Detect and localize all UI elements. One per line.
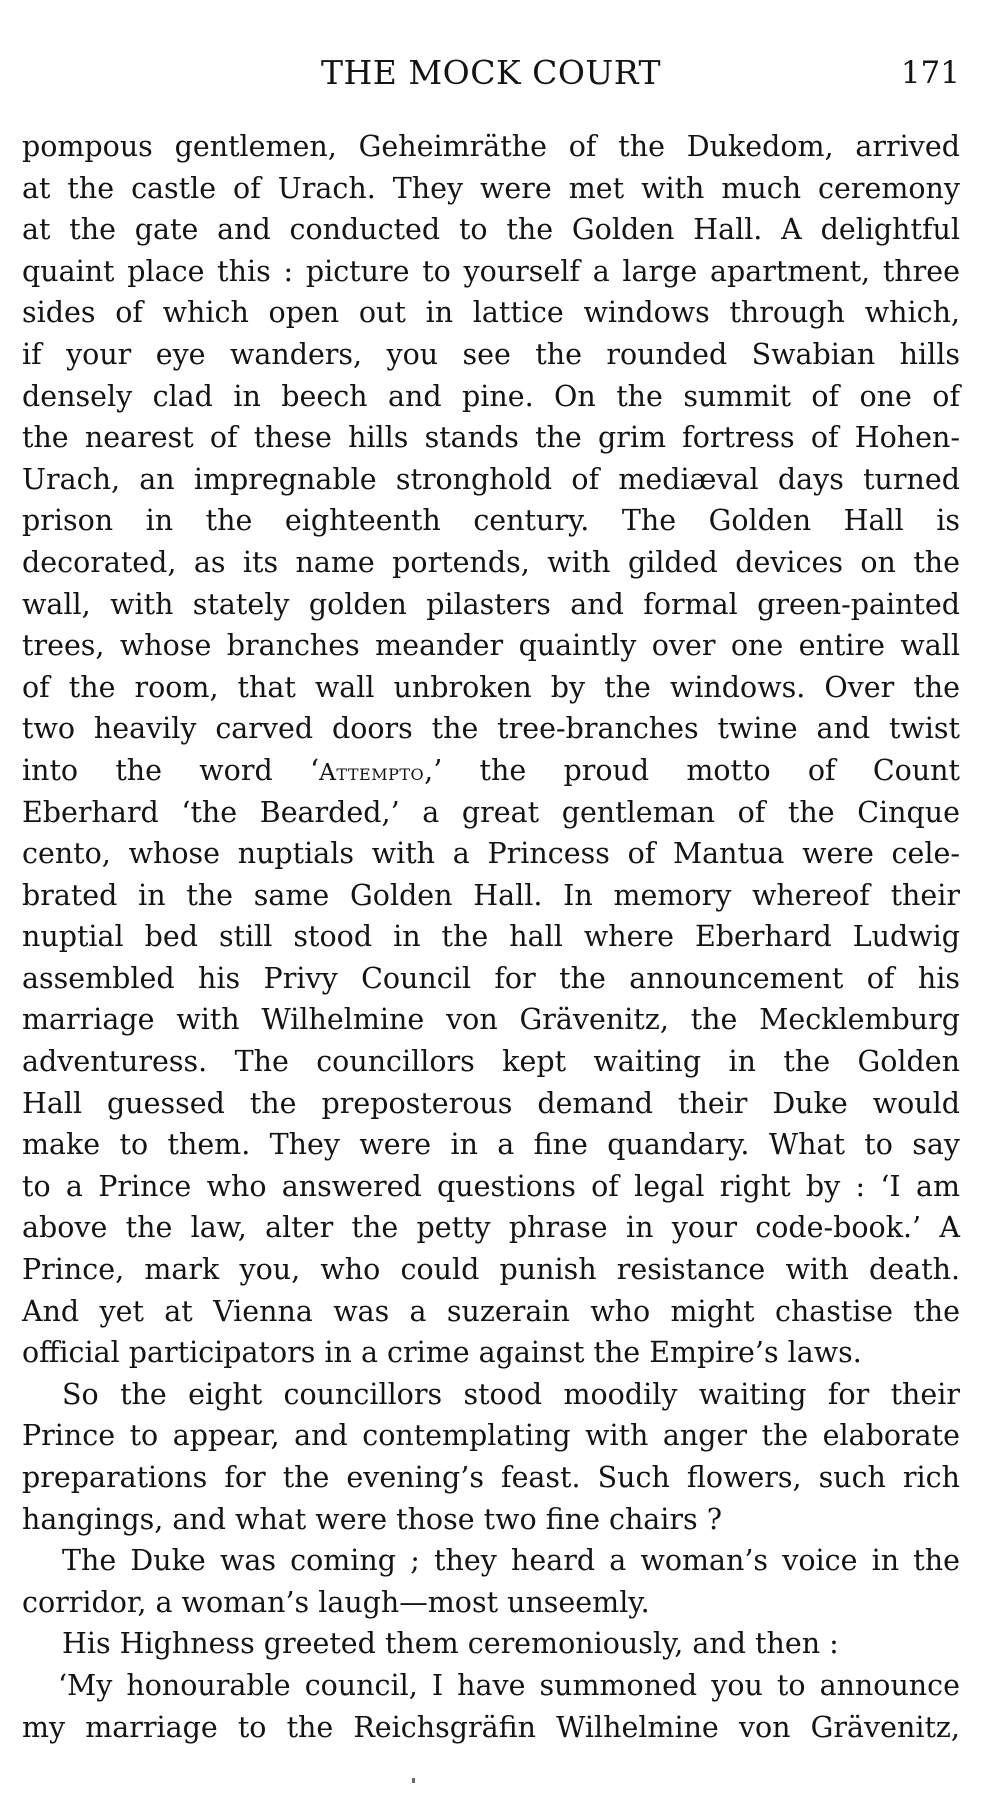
text-line: pompous gentlemen, Geheimräthe of the Dukedom, arrived bbox=[22, 130, 960, 163]
motto-attempto: Attempto bbox=[319, 757, 425, 786]
text-line: at the gate and conducted to the Golden Hall. A delightful bbox=[22, 213, 960, 247]
page-header bbox=[22, 50, 960, 96]
text-line-motto bbox=[22, 750, 960, 792]
text-line: at the castle of Urach. They were met with much ceremony bbox=[22, 171, 960, 205]
text-line: So the eight councillors stood moodily waiting for their bbox=[62, 1377, 960, 1411]
text-line: Eberhard ‘the Bearded,’ a great gentleman of the Cinque bbox=[22, 795, 960, 829]
text-line: ‘My honourable council, I have summoned you to announce bbox=[58, 1668, 960, 1702]
running-head: THE MOCK COURT bbox=[321, 53, 661, 92]
text-line: sides of which open out in lattice windows through which, bbox=[22, 296, 960, 330]
text-line: marriage with Wilhelmine von Grävenitz, the Mecklemburg bbox=[22, 1003, 960, 1037]
text-line: adventuress. The councillors kept waiting in the Golden bbox=[22, 1045, 960, 1079]
text-line: His Highness greeted them ceremoniously, and then : bbox=[62, 1627, 839, 1661]
motto-line-after: ,’ the proud motto of Count bbox=[424, 753, 960, 787]
text-line: Prince, mark you, who could punish resistance with death. bbox=[22, 1253, 960, 1287]
text-line: brated in the same Golden Hall. In memory whereof their bbox=[22, 878, 960, 912]
text-line: assembled his Privy Council for the announcement of his bbox=[22, 961, 960, 995]
text-line: densely clad in beech and pine. On the summit of one of bbox=[22, 379, 960, 413]
text-line: preparations for the evening’s feast. Such flowers, such rich bbox=[22, 1461, 960, 1494]
text-line: of the room, that wall unbroken by the windows. Over the bbox=[22, 670, 960, 704]
text-line: wall, with stately golden pilasters and formal green-painted bbox=[22, 587, 960, 621]
text-line: to a Prince who answered questions of legal right by : ‘I am bbox=[22, 1169, 960, 1203]
text-line: Prince to appear, and contemplating with anger the elaborate bbox=[22, 1419, 960, 1453]
text-line: prison in the eighteenth century. The Golden Hall is bbox=[22, 504, 960, 538]
text-line: above the law, alter the petty phrase in your code-book.’ A bbox=[22, 1211, 960, 1245]
text-line: quaint place this : picture to yourself a large apartment, three bbox=[22, 254, 960, 288]
text-line: official participators in a crime against the Empire’s laws. bbox=[22, 1336, 862, 1370]
text-line: my marriage to the Reichsgräfin Wilhelmine von Grävenitz, bbox=[22, 1710, 960, 1744]
text-line: make to them. They were in a fine quandary. What to say bbox=[22, 1128, 960, 1162]
text-line: decorated, as its name portends, with gilded devices on the bbox=[22, 545, 960, 579]
text-line: corridor, a woman’s laugh—most unseemly. bbox=[22, 1585, 650, 1619]
text-line: trees, whose branches meander quaintly over one entire wall bbox=[22, 629, 960, 663]
text-line: The Duke was coming ; they heard a woman’s voice in the bbox=[62, 1544, 960, 1578]
text-line: two heavily carved doors the tree-branches twine and twist bbox=[22, 712, 960, 746]
body-text bbox=[22, 126, 960, 1748]
print-speck bbox=[412, 1778, 415, 1783]
page-number: 171 bbox=[900, 55, 960, 91]
text-line: Urach, an impregnable stronghold of mediæval days turned bbox=[22, 462, 960, 496]
text-line: Hall guessed the preposterous demand their Duke would bbox=[22, 1086, 960, 1120]
text-line: cento, whose nuptials with a Princess of Mantua were cele- bbox=[22, 837, 960, 871]
text-line: if your eye wanders, you see the rounded Swabian hills bbox=[22, 337, 960, 371]
text-line: hangings, and what were those two fine chairs ? bbox=[22, 1502, 723, 1536]
text-line: nuptial bed still stood in the hall where Eberhard Ludwig bbox=[22, 920, 960, 954]
text-line: And yet at Vienna was a suzerain who might chastise the bbox=[22, 1294, 960, 1328]
motto-line-before: into the word ‘ bbox=[22, 753, 320, 787]
text-line: the nearest of these hills stands the grim fortress of Hohen- bbox=[22, 421, 960, 455]
